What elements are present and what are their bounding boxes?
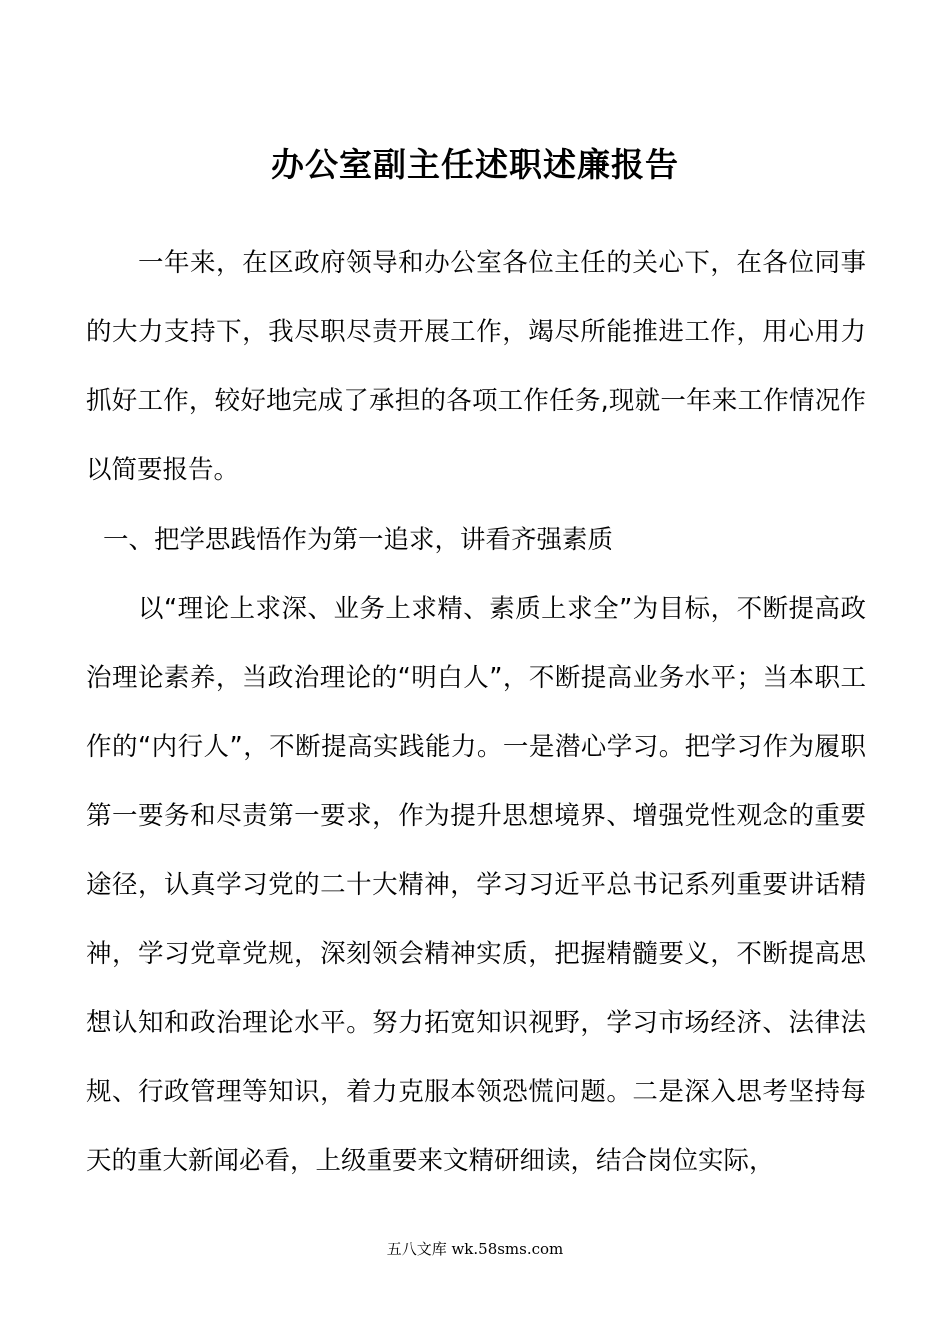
- document-title: 办公室副主任述职述廉报告: [271, 145, 679, 184]
- intro-paragraph: 一年来，在区政府领导和办公室各位主任的关心下，在各位同事的大力支持下，我尽职尽责开展工作，竭尽所能推进工作，用心用力抓好工作，较好地完成了承担的各项工作任务,现就一年来工作情况作以简要报告。: [86, 248, 866, 485]
- footer-watermark: 五八文库 wk.58sms.com: [386, 1240, 564, 1258]
- body-paragraph: 以“理论上求深、业务上求精、素质上求全”为目标，不断提高政治理论素养，当政治理论的“明白人”，不断提高业务水平；当本职工作的“内行人”，不断提高实践能力。一是潜心学习。把学习作为履职第一要务和尽责第一要求，作为提升思想境界、增强党性观念的重要途径，认真学习党的二十大精神，学习习近平总书记系列重要讲话精神，学习党章党规，深刻领会精神实质，把握精髓要义，不断提高思想认知和政治理论水平。努力拓宽知识视野，学习市场经济、法律法规、行政管理等知识，着力克服本领恐慌问题。二是深入思考坚持每天的重大新闻必看，上级重要来文精研细读，结合岗位实际，: [86, 594, 866, 1176]
- section-heading: 一、把学思践悟作为第一追求，讲看齐强素质: [103, 525, 614, 555]
